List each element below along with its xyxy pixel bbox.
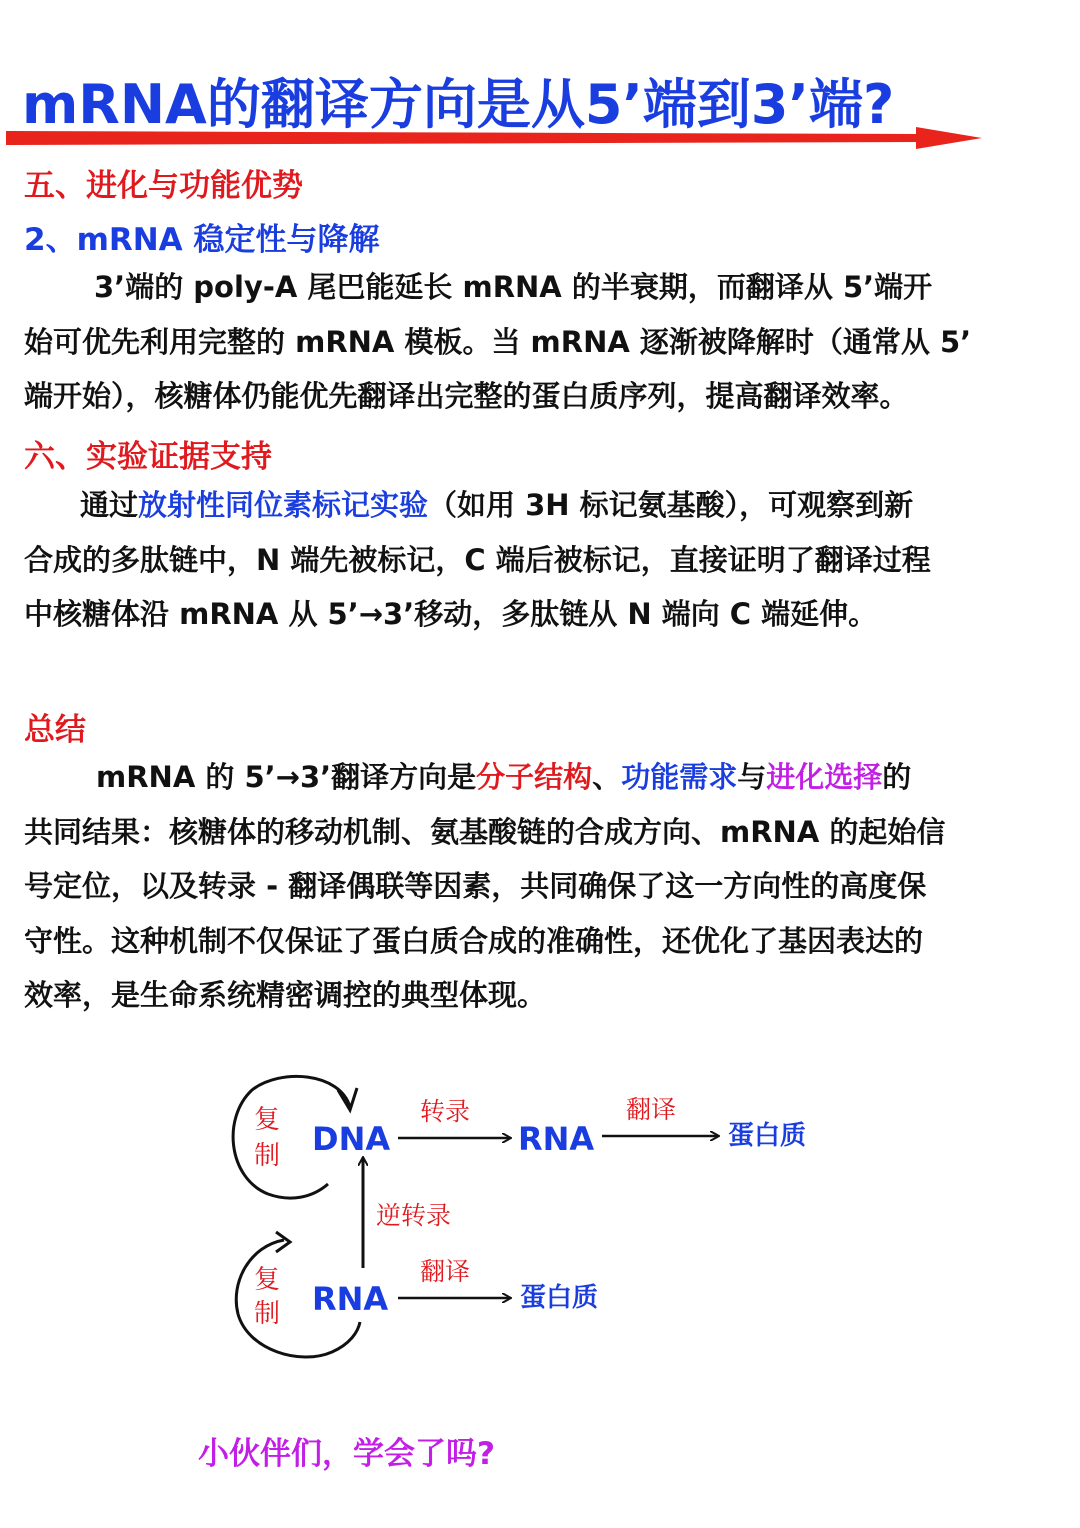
evidence-paragraph	[24, 478, 1064, 642]
translation-label-top: 翻译	[626, 1095, 677, 1124]
paragraph-line: 号定位，以及转录 - 翻译偶联等因素，共同确保了这一方向性的高度保	[24, 869, 927, 903]
text-segment: mRNA 的 5’→3’翻译方向是	[96, 760, 477, 794]
text-segment: 通过	[80, 488, 139, 522]
paragraph-line	[24, 750, 1064, 805]
paragraph-line	[24, 478, 1064, 533]
closing-question: 小伙伴们，学会了吗?	[198, 1436, 495, 1472]
replication-label-bottom-2: 制	[254, 1299, 281, 1329]
replication-label-top-2: 制	[254, 1141, 281, 1171]
text-segment: 、	[592, 760, 622, 794]
translation-label-bottom: 翻译	[420, 1257, 471, 1286]
protein-label-top: 蛋白质	[728, 1121, 807, 1151]
paragraph-line: 端开始），核糖体仍能优先翻译出完整的蛋白质序列，提高翻译效率。	[24, 379, 909, 413]
section-5-heading: 五、进化与功能优势	[24, 168, 303, 204]
summary-heading: 总结	[24, 712, 86, 748]
rna-label-top: RNA	[518, 1120, 595, 1158]
central-dogma-svg	[220, 1060, 860, 1370]
reverse-transcription-label: 逆转录	[376, 1201, 452, 1230]
paragraph-line: 始可优先利用完整的 mRNA 模板。当 mRNA 逐渐被降解时（通常从 5’	[24, 324, 972, 359]
paragraph-line: 3’端的 poly-A 尾巴能延长 mRNA 的半衰期，而翻译从 5’端开	[94, 270, 933, 304]
paragraph-line: 效率，是生命系统精密调控的典型体现。	[24, 978, 547, 1012]
summary-paragraph	[24, 750, 1064, 1023]
highlight-experiment: 放射性同位素标记实验	[138, 488, 429, 522]
rna-label-bottom: RNA	[312, 1280, 389, 1318]
replication-label-top-1: 复	[254, 1105, 281, 1135]
text-segment: 的	[882, 760, 912, 794]
paragraph-line: 合成的多肽链中，N 端先被标记，C 端后被标记，直接证明了翻译过程	[24, 542, 931, 577]
highlight-molecular-structure: 分子结构	[476, 760, 593, 794]
dna-label: DNA	[312, 1120, 391, 1158]
central-dogma-diagram	[220, 1060, 860, 1370]
page-title: mRNA的翻译方向是从5’端到3’端?	[22, 73, 895, 136]
subsection-2-heading: 2、mRNA 稳定性与降解	[24, 222, 380, 258]
paragraph-line: 中核糖体沿 mRNA 从 5’→3’移动，多肽链从 N 端向 C 端延伸。	[24, 597, 878, 631]
transcription-label: 转录	[420, 1097, 471, 1126]
text-segment: （如用 3H 标记氨基酸），可观察到新	[428, 488, 914, 522]
text-segment: 与	[737, 760, 767, 794]
replication-label-bottom-1: 复	[254, 1265, 281, 1295]
stability-paragraph	[24, 260, 1064, 424]
paragraph-line: 守性。这种机制不仅保证了蛋白质合成的准确性，还优化了基因表达的	[24, 923, 924, 958]
section-6-heading: 六、实验证据支持	[24, 439, 272, 475]
title-underline-arrow	[6, 124, 986, 152]
protein-label-bottom: 蛋白质	[520, 1283, 599, 1313]
highlight-functional-need: 功能需求	[621, 760, 738, 794]
highlight-evolutionary-selection: 进化选择	[766, 760, 883, 794]
paragraph-line: 共同结果：核糖体的移动机制、氨基酸链的合成方向、mRNA 的起始信	[24, 814, 946, 849]
